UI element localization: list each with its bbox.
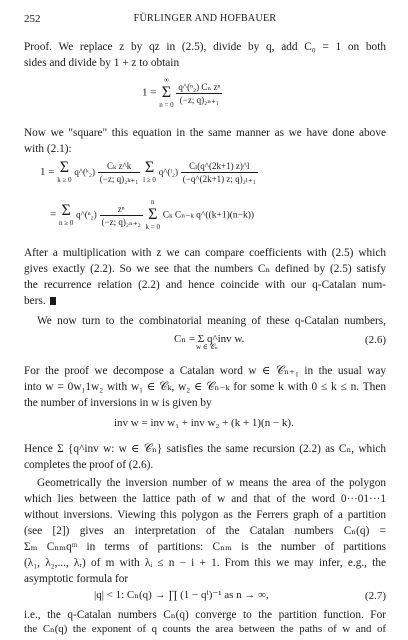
text-line: bers.: [24, 294, 56, 308]
text-line: Proof. We replace z by qz in (2.5), divide by q, add C₀ = 1 on both: [24, 41, 386, 53]
equation-display: = Σ n ≥ 0 q^(ⁿ₂) $\frac{\text{zⁿ}}{\text{(−z; q)₂ₙ₊₂}}$ n Σ k = 0 Cₖ Cₙ₋ₖ q^((k+1)(n−k)): [50, 198, 255, 231]
text-line: We now turn to the combinatorial meaning of these q-Catalan numbers,: [37, 315, 386, 327]
equation-display: |q| < 1: Cₙ(q) → ∏ (1 − qⁱ)⁻¹ as n → ∞,: [94, 589, 269, 601]
text-line: Geometrically the inversion number of w means the area of the polygon: [37, 477, 386, 489]
fraction: $\frac{\text{q\textasciicircum{}(ⁿ₂) Cₙ zⁿ}}{\text{(−z; q)₂ₙ₊₁}}$: [178, 81, 221, 105]
equation-display: inv w = inv w₁ + inv w₂ + (k + 1)(n − k).: [114, 417, 294, 429]
text-line: the recurrence relation (2.2) and hence coincide with our q-Catalan num-: [24, 279, 386, 291]
text-line: into w = 0w₁1w₂ with w₁ ∈ 𝒞ₖ, w₂ ∈ 𝒞ₙ₋ₖ for some k with 0 ≤ k ≤ n. Then: [24, 381, 386, 393]
text-line: After a multiplication with z we can compare coefficients with (2.5) which: [24, 247, 386, 259]
text-line: with (2.1):: [24, 143, 72, 155]
equation-display: Cₙ = Σ q^inv w. w ∈ 𝒞ₙ: [174, 333, 245, 351]
page-number: 252: [24, 13, 41, 25]
sum-symbol: ∞ Σ n = 0: [159, 76, 174, 109]
text-line: Σₘ Cₙₘqᵐ in terms of partitions: Cₙₘ is the number of partitions: [24, 541, 386, 553]
text-line: which lies between the lattice path of w and that of the word 0···01···1: [24, 493, 386, 505]
text-line: Now we "square" this equation in the same manner as we have done above: [24, 127, 386, 139]
text-line: For the proof we decompose a Catalan word w ∈ 𝒞ₙ₊₁ in the usual way: [24, 365, 386, 377]
text-line: asymptotic formula for: [24, 573, 129, 585]
text-line: the Cₙ(q) the exponent of q counts the area between the paths of w and of: [24, 623, 386, 635]
text-line: without inversions. Viewing this polygon as the Ferrers graph of a partition: [24, 509, 386, 521]
qed-square-icon: [50, 297, 56, 305]
text-line: (see [2]) gives an interpretation of the Catalan numbers Cₙ(q) =: [24, 525, 386, 537]
text-line: the number of inversions in w is given by: [24, 397, 212, 409]
equation-display: [142, 76, 222, 110]
text-line: gives exactly (2.2). So we see that the numbers Cₙ defined by (2.5) satisfy: [24, 263, 386, 275]
text-line: (λ₁, λ₂,..., λᵣ) of m with λᵢ ≤ n − i + 1. From this we may infer, e.g., the: [24, 557, 386, 569]
paper-page: [24, 0, 386, 640]
equation-display: 1 = Σ k ≥ 0 q^(ᵏ₂) $\frac{\text{Cₖ z\textasciicircum{}k}}{\text{(−z; q)₂ₖ₊₁}}$ Σ l ≥ 0 q^(ˡ₂) $\frac{\text{Cₗ(q\textasciicircum{}(2k+1) z)\textasciicircum{}l}}{\text{(−q\textasciicircum{}(2k+1) z; q)₂ₗ₊₁}}$: [40, 159, 256, 184]
text-line: completes the proof of (2.6).: [24, 459, 154, 471]
equation-number: (2.6): [364, 334, 386, 346]
text-line: sides and divide by 1 + z to obtain: [24, 57, 180, 69]
equation-number: (2.7): [364, 590, 386, 602]
eq-lhs: 1 =: [142, 86, 157, 99]
text-line: i.e., the q-Catalan numbers Cₙ(q) converge to the partition function. For: [24, 609, 386, 621]
running-title: FÜRLINGER AND HOFBAUER: [133, 13, 277, 24]
text-line: Hence Σ {q^inv w: w ∈ 𝒞ₙ} satisfies the same recursion (2.2) as Cₙ, which: [24, 443, 386, 455]
